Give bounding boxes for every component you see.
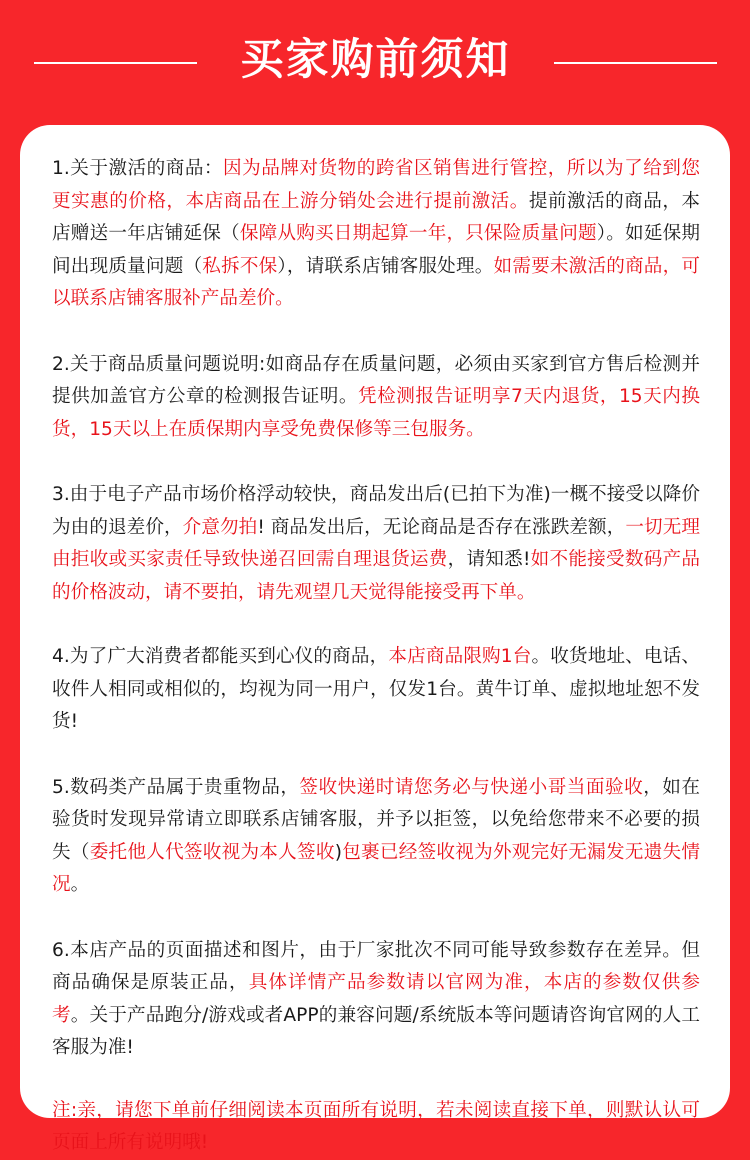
text-segment: ），请联系店铺客服处理。: [277, 255, 494, 277]
text-segment: ，如在验货时发现异常请立即联系店铺客服，并予以拒签，以免给您带来不必要的损失（: [52, 776, 700, 863]
header: [0, 0, 750, 125]
notice-section-quality: [52, 349, 700, 447]
text-segment: 2.关于商品质量问题说明:如商品存在质量问题，必须由买家到官方售后检测并提供加盖官方公章的检测报告证明。: [52, 353, 700, 407]
text-segment: ): [334, 841, 342, 863]
notice-section-limit: [52, 641, 700, 739]
highlight-segment: 介意勿拍: [182, 516, 258, 538]
highlight-segment: 因为品牌对货物的跨省区销售进行管控，所以为了给到您更实惠的价格，本店商品在上游分销处会进行提前激活。: [52, 158, 700, 212]
highlight-segment: 凭检测报告证明享7天内退货，15天内换货，15天以上在质保期内享受免费保修等三包服务。: [52, 386, 700, 440]
notice-card: [20, 125, 730, 1153]
highlight-segment: 注:亲，请您下单前仔细阅读本页面所有说明，若未阅读直接下单，则默认认可页面上所有说明哦!: [52, 1099, 700, 1153]
text-segment: 。: [70, 874, 90, 895]
highlight-segment: 本店商品限购1台: [388, 646, 532, 667]
text-segment: 6.本店产品的页面描述和图片，由于厂家批次不同可能导致参数存在差异。但商品确保是原装正品，: [52, 939, 700, 993]
text-segment: 。关于产品跑分/游戏或者APP的兼容问题/系统版本等问题请咨询官网的人工客服为准!: [52, 1004, 700, 1058]
text-segment: 4.为了广大消费者都能买到心仪的商品，: [52, 646, 389, 667]
text-segment: 3.由于电子产品市场价格浮动较快，商品发出后(已拍下为准)一概不接受以降价为由的退差价，: [52, 484, 700, 538]
notice-section-description: [52, 935, 700, 1065]
text-segment: 1.关于激活的商品：: [52, 158, 224, 179]
highlight-segment: 如需要未激活的商品，可以联系店铺客服补产品差价。: [52, 255, 700, 309]
highlight-segment: 签收快递时请您务必与快递小哥当面验收: [299, 776, 644, 798]
notice-section-price: [52, 479, 700, 609]
text-segment: 。收货地址、电话、收件人相同或相似的，均视为同一用户，仅发1台。黄牛订单、虚拟地址恕不发货!: [52, 646, 700, 732]
text-segment: ! 商品发出后，无论商品是否存在涨跌差额，: [257, 516, 626, 538]
highlight-segment: 包裹已经签收视为外观完好无漏发无遗失情况: [52, 841, 700, 895]
text-segment: ，请知悉!: [447, 549, 531, 570]
header-divider-left: [34, 62, 197, 64]
notice-section-activation: [52, 153, 700, 316]
highlight-segment: 委托他人代签收视为本人签收: [89, 841, 335, 863]
highlight-segment: 私拆不保: [202, 255, 278, 277]
header-divider-right: [554, 62, 717, 64]
highlight-segment: 如不能接受数码产品的价格波动，请不要拍，请先观望几天觉得能接受再下单。: [52, 549, 700, 603]
highlight-segment: 保障从购买日期起算一年，只保险质量问题: [239, 223, 597, 244]
notice-section-delivery: [52, 772, 700, 902]
highlight-segment: 具体详情产品参数请以官网为准，本店的参数仅供参考: [52, 972, 700, 1026]
text-segment: 提前激活的商品，本店赠送一年店铺延保（: [52, 190, 700, 244]
page-title: 买家购前须知: [240, 35, 511, 85]
text-segment: ）。如延保期间出现质量问题（: [52, 223, 700, 277]
notice-section-note: [52, 1095, 700, 1160]
text-segment: 5.数码类产品属于贵重物品，: [52, 776, 300, 798]
highlight-segment: 一切无理由拒收或买家责任导致快递召回需自理退货运费: [52, 516, 700, 570]
